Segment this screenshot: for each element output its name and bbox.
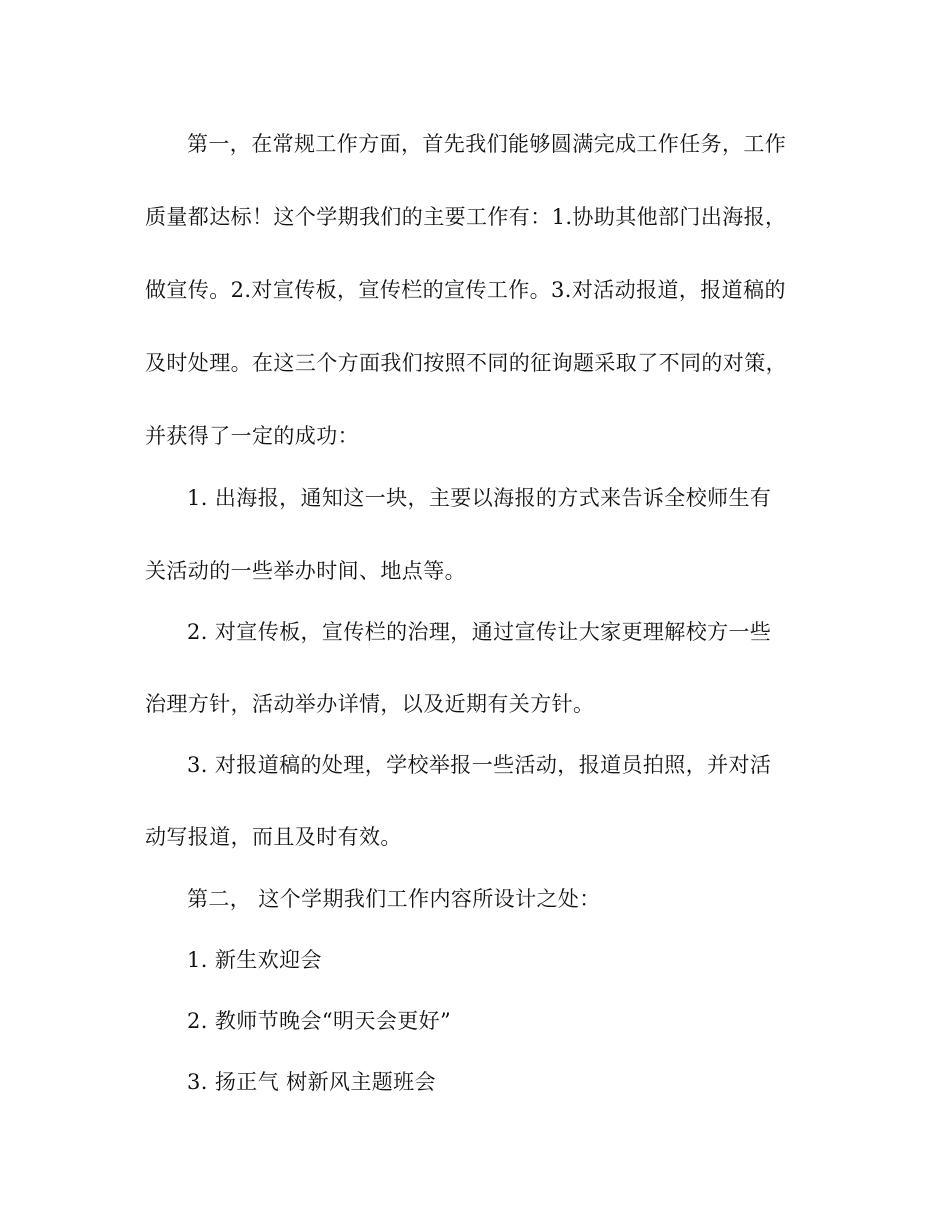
event-list-item-3: 3. 扬正气 树新风主题班会 [187,1070,436,1094]
event-list-item-2: 2. 教师节晚会“明天会更好” [187,1009,452,1033]
list-item-2-line-2: 治理方针，活动举办详情，以及近期有关方针。 [145,692,595,716]
paragraph-1-line-4: 及时处理。在这三个方面我们按照不同的征询题采取了不同的对策， [145,351,787,375]
list-item-2-line-1: 2. 对宣传板，宣传栏的治理，通过宣传让大家更理解校方一些 [187,620,772,644]
paragraph-1-line-5: 并获得了一定的成功： [145,424,359,448]
list-item-3-line-2: 动写报道，而且及时有效。 [145,825,402,849]
paragraph-1-line-3: 做宣传。2.对宣传板，宣传栏的宣传工作。3.对活动报道，报道稿的 [145,278,786,302]
list-item-3-line-1: 3. 对报道稿的处理，学校举报一些活动，报道员拍照，并对活 [187,753,772,777]
paragraph-2-heading: 第二， 这个学期我们工作内容所设计之处： [187,887,601,911]
list-item-1-line-2: 关活动的一些举办时间、地点等。 [145,559,466,583]
event-list-item-1: 1. 新生欢迎会 [187,948,322,972]
list-item-1-line-1: 1. 出海报，通知这一块，主要以海报的方式来告诉全校师生有 [187,486,772,510]
paragraph-1-line-2: 质量都达标！这个学期我们的主要工作有：1.协助其他部门出海报， [145,205,787,229]
paragraph-1-line-1: 第一，在常规工作方面，首先我们能够圆满完成工作任务，工作 [187,132,787,156]
